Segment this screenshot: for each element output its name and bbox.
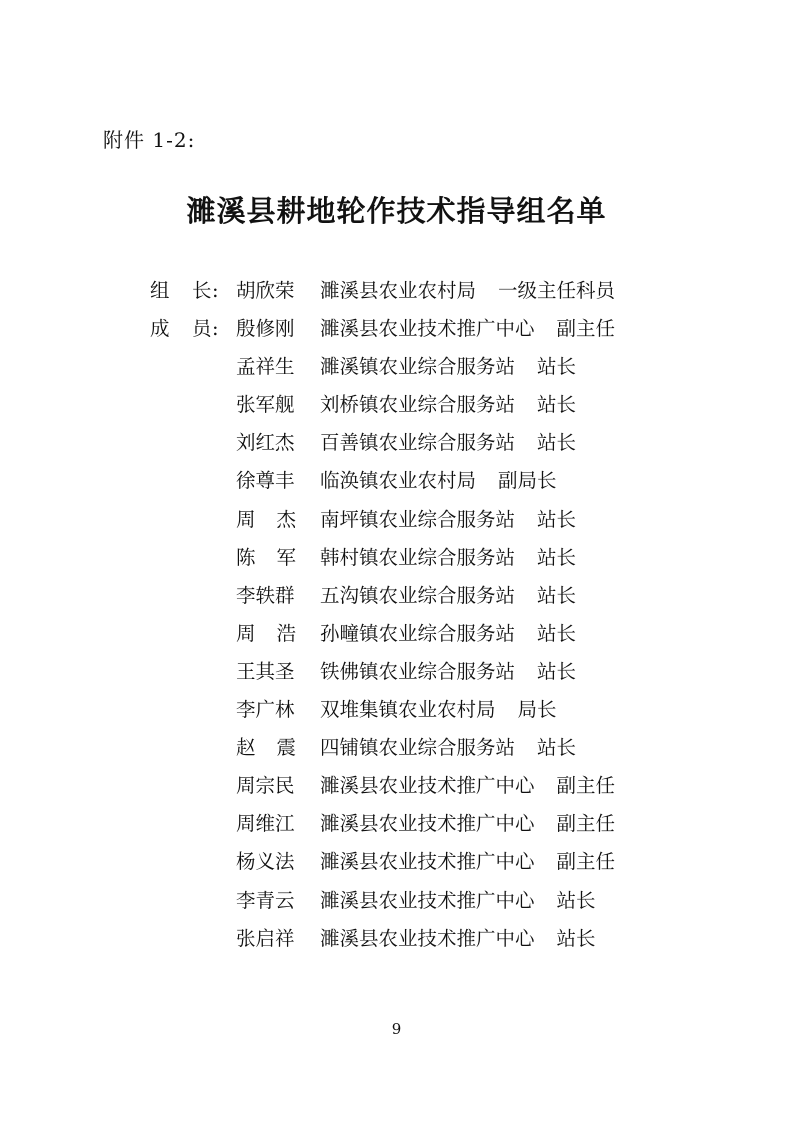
member-name-char: 周 — [236, 507, 256, 531]
member-position: 站长 — [537, 583, 577, 607]
member-org: 双堆集镇农业农村局 — [320, 698, 496, 722]
attachment-label: 附件 1-2: — [103, 128, 196, 152]
member-position: 站长 — [537, 659, 577, 683]
member-row — [150, 805, 710, 843]
member-name: 李广林 — [236, 698, 295, 722]
member-unit — [320, 920, 596, 958]
member-unit — [320, 462, 557, 500]
member-row — [150, 424, 710, 462]
member-row — [150, 501, 710, 539]
member-row — [150, 462, 710, 500]
member-row — [150, 882, 710, 920]
member-name-char: 杰 — [276, 507, 296, 531]
member-org: 南坪镇农业综合服务站 — [320, 507, 516, 531]
member-unit — [320, 501, 576, 539]
member-row — [150, 843, 710, 881]
member-row — [150, 691, 710, 729]
member-row — [150, 577, 710, 615]
member-org: 临涣镇农业农村局 — [320, 469, 477, 493]
member-name: 殷修刚 — [236, 317, 295, 341]
role-char: 组 — [150, 279, 170, 302]
member-org: 濉溪镇农业综合服务站 — [320, 355, 516, 379]
member-position: 站长 — [537, 507, 577, 531]
member-position: 站长 — [537, 355, 577, 379]
member-row — [150, 539, 710, 577]
member-name: 张军舰 — [236, 393, 295, 417]
member-name: 周维江 — [236, 812, 295, 836]
member-name-char: 陈 — [236, 545, 256, 569]
member-name: 杨义法 — [236, 850, 295, 874]
member-position: 副主任 — [556, 317, 616, 341]
member-position: 站长 — [537, 431, 577, 455]
member-row — [150, 653, 710, 691]
member-name-char: 震 — [276, 736, 296, 760]
member-row — [150, 920, 710, 958]
member-unit — [320, 424, 576, 462]
member-org: 刘桥镇农业综合服务站 — [320, 393, 516, 417]
member-org: 濉溪县农业技术推广中心 — [320, 774, 535, 798]
member-unit — [320, 882, 596, 920]
member-unit — [320, 767, 615, 805]
member-name — [236, 729, 296, 767]
member-name: 李轶群 — [236, 583, 295, 607]
member-org: 濉溪县农业技术推广中心 — [320, 317, 535, 341]
member-position: 站长 — [556, 888, 596, 912]
member-unit — [320, 805, 615, 843]
member-org: 四铺镇农业综合服务站 — [320, 736, 516, 760]
member-name: 张启祥 — [236, 926, 295, 950]
member-row — [150, 348, 710, 386]
member-name-char: 赵 — [236, 736, 256, 760]
member-org: 五沟镇农业综合服务站 — [320, 583, 516, 607]
member-position: 局长 — [517, 698, 557, 722]
document-title: 濉溪县耕地轮作技术指导组名单 — [186, 194, 607, 228]
role-colon: : — [212, 279, 219, 302]
member-unit — [320, 348, 576, 386]
member-row — [150, 767, 710, 805]
member-row — [150, 615, 710, 653]
member-position: 站长 — [537, 393, 577, 417]
roster-list — [150, 272, 710, 958]
member-unit — [320, 310, 615, 348]
role-char: 员 — [192, 317, 212, 341]
member-org: 百善镇农业综合服务站 — [320, 431, 516, 455]
member-row — [150, 386, 710, 424]
member-name: 孟祥生 — [236, 355, 295, 379]
member-unit — [320, 653, 576, 691]
page-number: 9 — [391, 1020, 402, 1038]
member-unit — [320, 843, 615, 881]
member-unit — [320, 272, 615, 310]
member-org: 铁佛镇农业综合服务站 — [320, 659, 516, 683]
member-name-char: 浩 — [276, 621, 296, 645]
member-position: 站长 — [556, 926, 596, 950]
member-org: 孙疃镇农业综合服务站 — [320, 621, 516, 645]
member-org: 濉溪县农业技术推广中心 — [320, 926, 535, 950]
member-org: 濉溪县农业技术推广中心 — [320, 812, 535, 836]
member-name-char: 周 — [236, 621, 256, 645]
member-position: 一级主任科员 — [498, 279, 616, 302]
member-name — [236, 615, 296, 653]
member-org: 濉溪县农业农村局 — [320, 279, 477, 302]
role-char: 成 — [150, 317, 170, 341]
member-name: 徐尊丰 — [236, 469, 295, 493]
member-org: 韩村镇农业综合服务站 — [320, 545, 516, 569]
member-name — [236, 539, 296, 577]
member-row — [150, 729, 710, 767]
member-unit — [320, 691, 557, 729]
member-row — [150, 310, 710, 348]
member-name: 王其圣 — [236, 659, 295, 683]
member-unit — [320, 729, 576, 767]
member-unit — [320, 539, 576, 577]
member-name — [236, 501, 296, 539]
member-name: 刘红杰 — [236, 431, 295, 455]
member-name: 李青云 — [236, 888, 295, 912]
member-unit — [320, 386, 576, 424]
member-name: 周宗民 — [236, 774, 295, 798]
member-position: 站长 — [537, 621, 577, 645]
role-char: 长 — [192, 279, 212, 302]
member-org: 濉溪县农业技术推广中心 — [320, 850, 535, 874]
member-position: 副主任 — [556, 850, 616, 874]
member-name-char: 军 — [276, 545, 296, 569]
member-position: 副局长 — [498, 469, 557, 493]
member-unit — [320, 615, 576, 653]
member-position: 站长 — [537, 545, 577, 569]
leader-row — [150, 272, 710, 310]
member-unit — [320, 577, 576, 615]
member-position: 副主任 — [556, 812, 616, 836]
member-position: 副主任 — [556, 774, 616, 798]
member-name: 胡欣荣 — [236, 279, 295, 302]
role-colon: : — [212, 317, 219, 341]
member-position: 站长 — [537, 736, 577, 760]
member-org: 濉溪县农业技术推广中心 — [320, 888, 535, 912]
